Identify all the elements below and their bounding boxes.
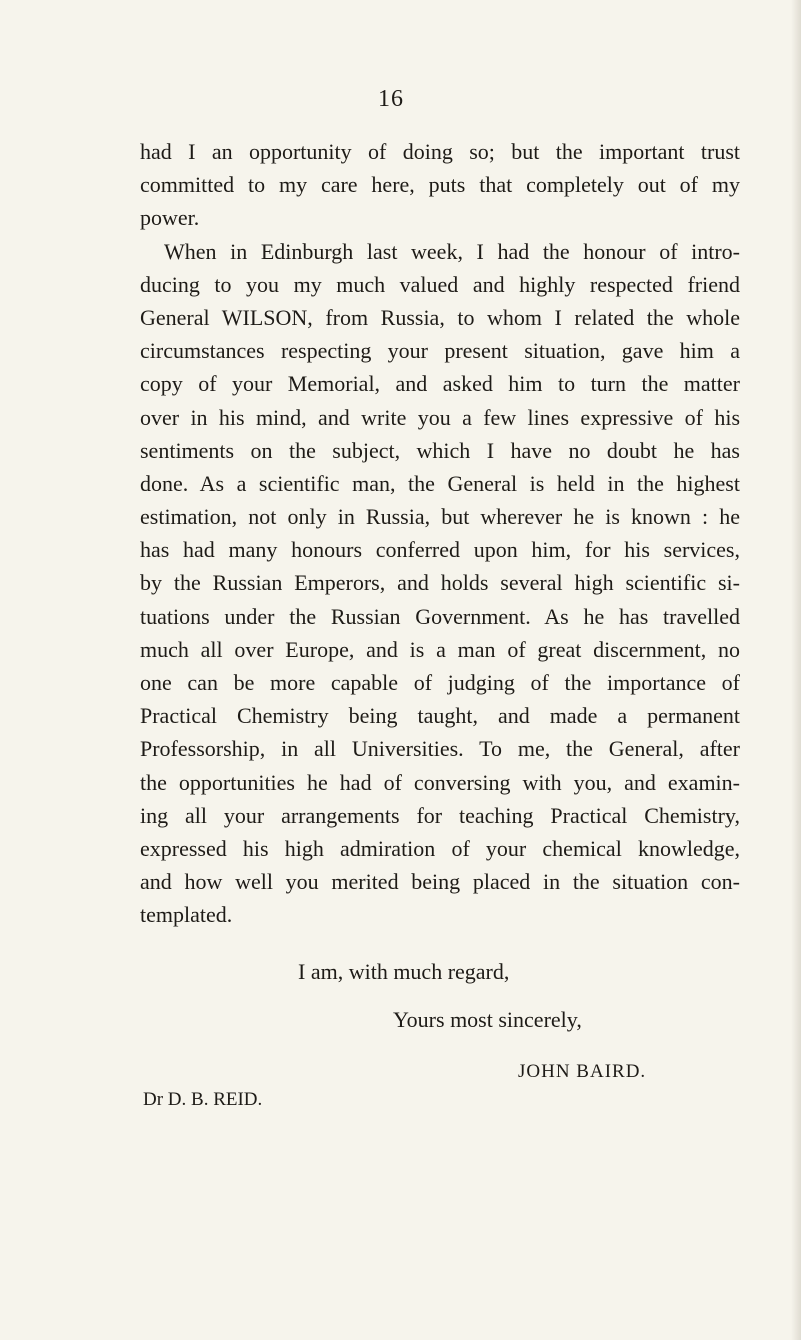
closing-regard: I am, with much regard, (298, 959, 510, 984)
body-line: done. As a scientific man, the General is held in the highest (140, 470, 740, 496)
signature: JOHN BAIRD. (518, 1061, 647, 1082)
body-line: committed to my care here, puts that completely out of my (140, 172, 740, 198)
body-line: much all over Europe, and is a man of great discernment, no (140, 636, 740, 662)
body-line: power. (140, 205, 200, 231)
body-line: had I an opportunity of doing so; but the important trust (140, 139, 740, 164)
closing-yours: Yours most sincerely, (393, 1007, 582, 1032)
body-line: copy of your Memorial, and asked him to turn the matter (140, 371, 740, 397)
addressee: Dr D. B. REID. (143, 1089, 263, 1110)
page-edge-shadow (791, 0, 801, 1340)
body-line: ducing to you my much valued and highly respected friend (140, 271, 740, 297)
body-line: Practical Chemistry being taught, and made a permanent (140, 703, 740, 729)
body-line: estimation, not only in Russia, but wherever he is known : he (140, 504, 740, 530)
body-line: ing all your arrangements for teaching Practical Chemistry, (140, 802, 740, 828)
body-line: General WILSON, from Russia, to whom I related the whole (140, 304, 740, 330)
body-line: Professorship, in all Universities. To me, the General, after (140, 736, 740, 762)
body-line: tuations under the Russian Government. As he has travelled (140, 603, 740, 629)
body-line: has had many honours conferred upon him, for his services, (140, 537, 740, 563)
body-line: by the Russian Emperors, and holds several high scientific si- (140, 570, 740, 596)
body-line: When in Edinburgh last week, I had the honour of intro- (164, 238, 740, 264)
body-line: expressed his high admiration of your chemical knowledge, (140, 835, 740, 861)
body-line: templated. (140, 902, 233, 928)
body-line: circumstances respecting your present situation, gave him a (140, 338, 740, 364)
letter-body (140, 135, 740, 932)
body-line: the opportunities he had of conversing with you, and examin- (140, 769, 740, 795)
body-line: one can be more capable of judging of the importance of (140, 670, 740, 695)
page-number: 16 (378, 86, 404, 112)
body-line: over in his mind, and write you a few lines expressive of his (140, 404, 740, 430)
body-line: sentiments on the subject, which I have no doubt he has (140, 437, 740, 463)
body-line: and how well you merited being placed in the situation con- (140, 869, 740, 895)
